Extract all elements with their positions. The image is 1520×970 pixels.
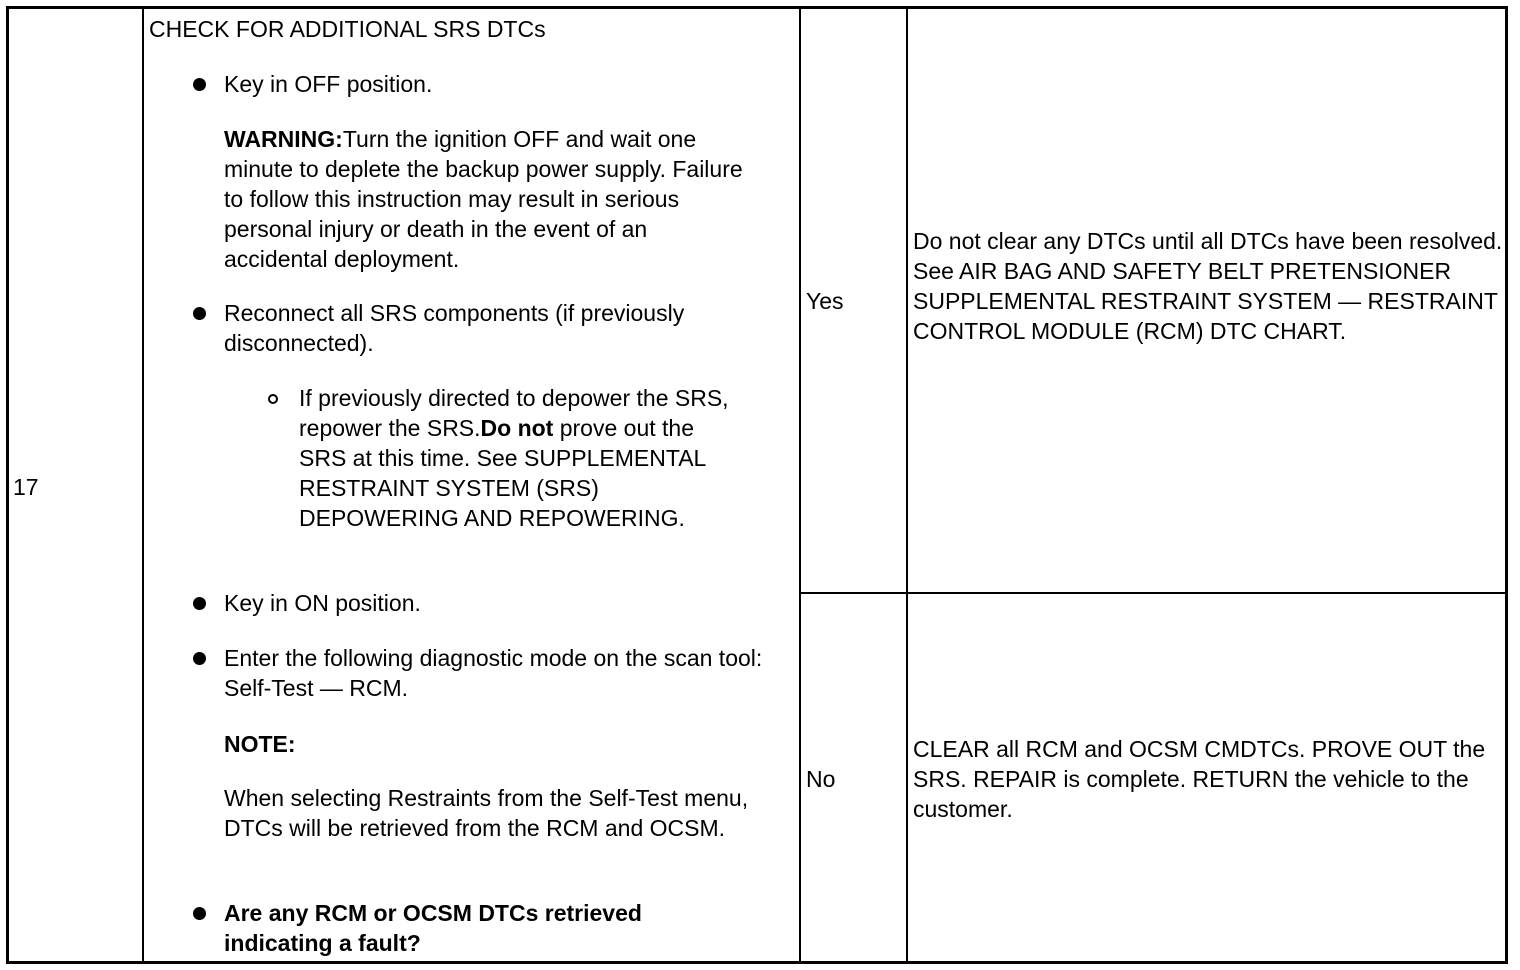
- table-border-left: [6, 6, 9, 964]
- repower-text: If previously directed to depower the SRS, repower the SRS.: [299, 385, 729, 441]
- note-text: When selecting Restraints from the Self-Test menu, DTCs will be retrieved from the RCM and OCSM.: [224, 785, 749, 841]
- bullet-icon: [193, 78, 206, 91]
- column-divider-answer: [906, 6, 908, 964]
- answer-no-label: No: [806, 766, 836, 792]
- table-border-top: [6, 6, 1508, 9]
- row-divider-yes-no: [799, 592, 1507, 594]
- question-text: Are any RCM or OCSM DTCs retrieved indicating a fault?: [224, 900, 642, 956]
- warning-text: Turn the ignition OFF and wait one minute to deplete the backup power supply. Failure to follow this instruction may result in serious personal injury or death in the event of an accidental deployment.: [224, 126, 743, 272]
- bullet-icon: [193, 907, 206, 920]
- step-title: CHECK FOR ADDITIONAL SRS DTCs: [149, 16, 546, 42]
- instruction-key-on: Key in ON position.: [224, 590, 421, 616]
- warning-label: WARNING:: [224, 126, 343, 152]
- warning-block: [224, 124, 754, 274]
- sub-bullet-icon: [268, 394, 278, 404]
- note-label: NOTE:: [224, 731, 296, 757]
- answer-yes-result: Do not clear any DTCs until all DTCs have been resolved. See AIR BAG AND SAFETY BELT PRETENSIONER SUPPLEMENTAL RESTRAINT SYSTEM — RESTRAINT CONTROL MODULE (RCM) DTC CHART.: [913, 228, 1503, 344]
- column-divider-step: [142, 6, 144, 964]
- column-divider-procedure: [799, 6, 801, 964]
- instruction-self-test: Enter the following diagnostic mode on the scan tool: Self-Test — RCM.: [224, 645, 763, 701]
- table-border-bottom: [6, 961, 1508, 964]
- instruction-reconnect: Reconnect all SRS components (if previously disconnected).: [224, 300, 685, 356]
- repower-emphasis: Do not: [480, 415, 554, 441]
- bullet-icon: [193, 307, 206, 320]
- bullet-icon: [193, 652, 206, 665]
- step-number: 17: [13, 474, 39, 500]
- instruction-key-off: Key in OFF position.: [224, 71, 433, 97]
- instruction-repower: [299, 383, 729, 533]
- repower-reference: prove out the SRS at this time. See SUPPLEMENTAL RESTRAINT SYSTEM (SRS) DEPOWERING AND REPOWERING.: [299, 415, 706, 531]
- table-border-right: [1505, 6, 1508, 964]
- answer-no-result: CLEAR all RCM and OCSM CMDTCs. PROVE OUT the SRS. REPAIR is complete. RETURN the vehicle to the customer.: [913, 736, 1486, 822]
- answer-yes-label: Yes: [806, 288, 844, 314]
- bullet-icon: [193, 597, 206, 610]
